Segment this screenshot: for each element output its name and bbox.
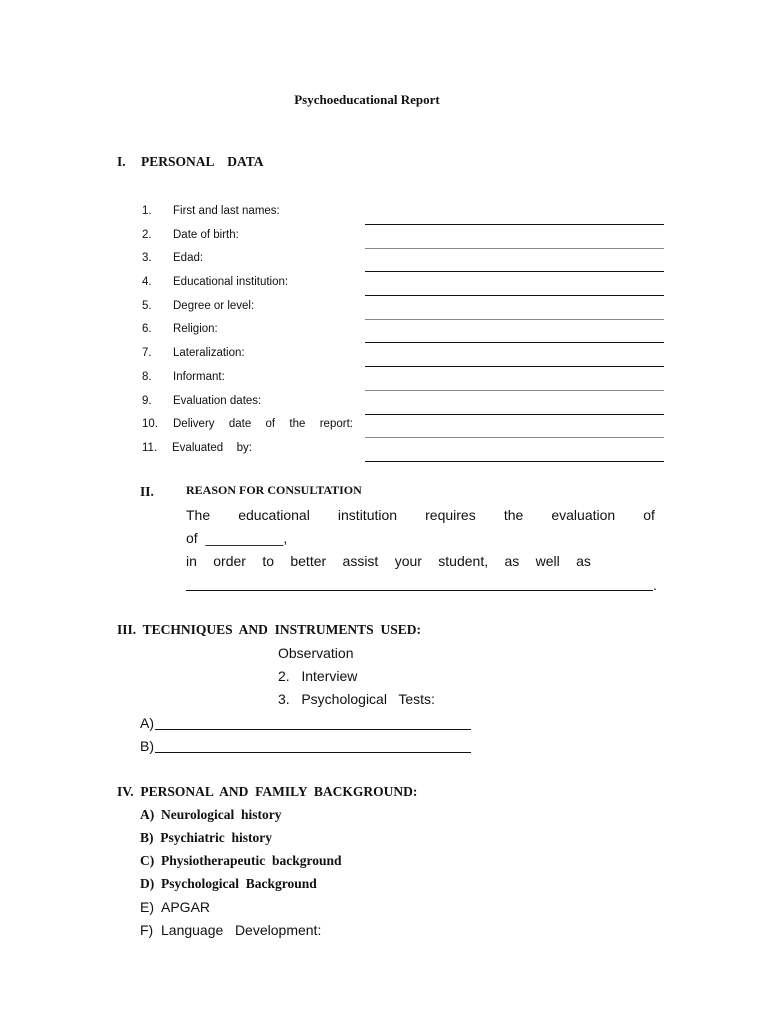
item-number: 4. [142, 276, 152, 288]
section-2-heading: REASON FOR CONSULTATION [186, 483, 362, 497]
answer-line[interactable] [365, 437, 664, 438]
reason-word: the [503, 507, 524, 523]
section-1-heading: PERSONAL DATA [141, 154, 264, 169]
item-number: 11. [142, 442, 158, 454]
field-label-lateralization: Lateralization: [173, 347, 245, 359]
reason-word: well [535, 553, 560, 569]
item-number: 6. [142, 323, 152, 335]
answer-line[interactable] [365, 271, 664, 272]
field-label-degree: Degree or level: [173, 300, 255, 312]
label-word: Delivery [173, 418, 215, 430]
field-label-age: Edad: [173, 252, 204, 264]
item-number: 2. [142, 229, 152, 241]
technique-observation: Observation [278, 645, 354, 661]
reason-word: your [394, 553, 422, 569]
reason-word: educational [238, 507, 310, 523]
reason-word: student, [438, 553, 489, 569]
label-word: the [289, 418, 306, 430]
reason-word: evaluation [551, 507, 616, 523]
reason-line-1 [186, 507, 655, 523]
reason-word: institution [337, 507, 398, 523]
item-number: 7. [142, 347, 152, 359]
label-word: Evaluated [172, 442, 224, 454]
field-label-delivery-date [173, 418, 353, 430]
reason-line-2: of __________, [186, 530, 288, 546]
field-label-birth-date: Date of birth: [173, 229, 239, 241]
answer-line[interactable] [365, 390, 664, 391]
label-word: date [228, 418, 252, 430]
reason-word: as [504, 553, 520, 569]
test-field-b-label: B) [140, 738, 154, 754]
field-label-evaluation-dates: Evaluation dates: [173, 395, 262, 407]
field-label-informant: Informant: [173, 371, 225, 383]
item-number: 5. [142, 300, 152, 312]
field-label-evaluated-by [172, 442, 252, 454]
section-3-heading: III. TECHNIQUES AND INSTRUMENTS USED: [117, 622, 421, 637]
reason-word: to [262, 553, 274, 569]
answer-line[interactable] [365, 342, 664, 343]
test-field-b-line[interactable] [155, 752, 471, 753]
answer-line[interactable] [365, 224, 664, 225]
reason-line-3 [186, 553, 591, 569]
field-label-religion: Religion: [173, 323, 218, 335]
field-label-institution: Educational institution: [173, 276, 289, 288]
answer-line[interactable] [365, 461, 664, 462]
section-1-number: I. [117, 154, 126, 169]
reason-word: The [186, 507, 211, 523]
background-psychological: D) Psychological Background [140, 876, 317, 891]
test-field-a-line[interactable] [155, 729, 471, 730]
item-number: 8. [142, 371, 152, 383]
background-physiotherapeutic: C) Physiotherapeutic background [140, 853, 342, 868]
reason-word: as [576, 553, 591, 569]
reason-answer-line[interactable] [186, 590, 653, 591]
field-label-names: First and last names: [173, 205, 280, 217]
background-apgar: E) APGAR [140, 899, 211, 915]
section-4-heading: IV. PERSONAL AND FAMILY BACKGROUND: [117, 784, 418, 799]
reason-word: in [186, 553, 197, 569]
label-word: of [265, 418, 276, 430]
label-word: report: [319, 418, 353, 430]
technique-psychological-tests: 3. Psychological Tests: [278, 691, 435, 707]
reason-period: . [653, 577, 657, 593]
answer-line[interactable] [365, 248, 664, 249]
background-psychiatric: B) Psychiatric history [140, 830, 272, 845]
reason-word: assist [342, 553, 379, 569]
reason-word: of [643, 507, 655, 523]
background-neurological: A) Neurological history [140, 807, 282, 822]
label-word: by: [236, 442, 252, 454]
reason-word: requires [425, 507, 476, 523]
item-number: 10. [142, 418, 158, 430]
answer-line[interactable] [365, 295, 664, 296]
answer-line[interactable] [365, 319, 664, 320]
answer-line[interactable] [365, 366, 664, 367]
reason-word: better [290, 553, 327, 569]
item-number: 9. [142, 395, 152, 407]
item-number: 1. [142, 205, 152, 217]
reason-word: order [213, 553, 246, 569]
technique-interview: 2. Interview [278, 668, 358, 684]
answer-line[interactable] [365, 414, 664, 415]
item-number: 3. [142, 252, 152, 264]
background-language-development: F) Language Development: [140, 922, 322, 938]
page-title: Psychoeducational Report [294, 92, 440, 107]
test-field-a-label: A) [140, 715, 154, 731]
section-2-number: II. [140, 484, 154, 499]
